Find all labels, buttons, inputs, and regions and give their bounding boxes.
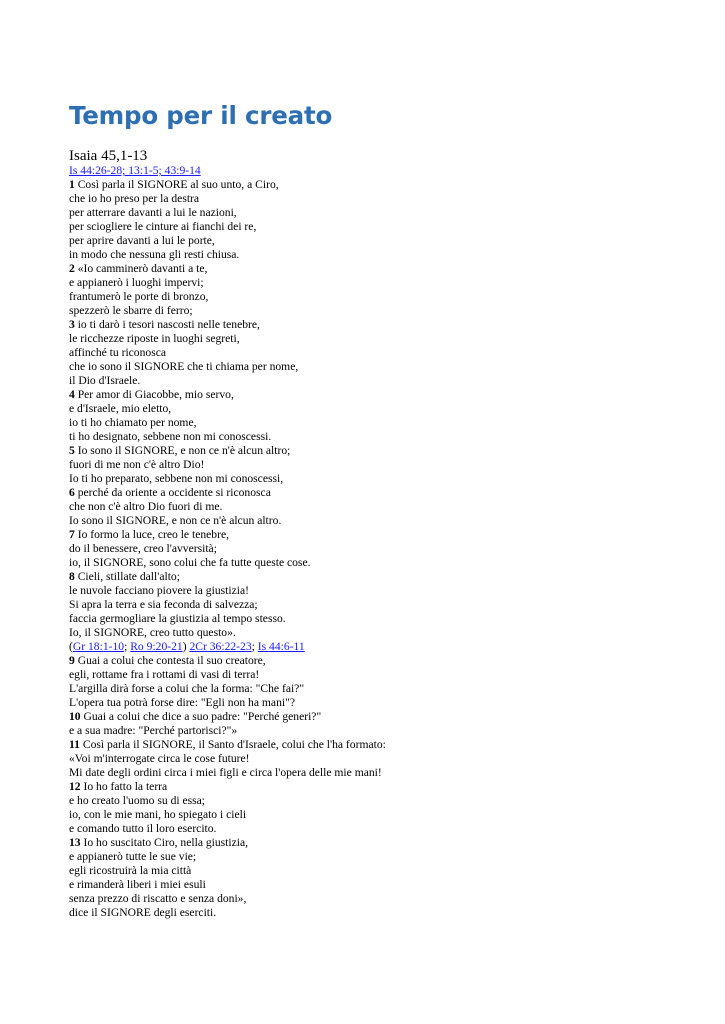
cross-reference-link[interactable]: Ro 9:20-21 xyxy=(130,640,183,653)
verse-line xyxy=(69,864,709,878)
verse-line xyxy=(69,276,709,290)
verse-text: le nuvole facciano piovere la giustizia! xyxy=(69,584,249,597)
verse-text: frantumerò le porte di bronzo, xyxy=(69,290,209,303)
verse-line xyxy=(69,878,709,892)
verse-text: Per amor di Giacobbe, mio servo, xyxy=(77,388,234,401)
separator: ; xyxy=(251,640,258,653)
verse-line xyxy=(69,290,709,304)
verse-line xyxy=(69,304,709,318)
verse-text: Guai a colui che dice a suo padre: "Perché generi?" xyxy=(83,710,322,723)
verse-text: affinché tu riconosca xyxy=(69,346,167,359)
verse-text: Guai a colui che contesta il suo creatore, xyxy=(77,654,266,667)
verse-text: ti ho designato, sebbene non mi conoscessi. xyxy=(69,430,272,443)
verse-text: Io ti ho preparato, sebbene non mi conoscessi, xyxy=(69,472,284,485)
verse-number: 12 xyxy=(69,780,81,793)
verse-block xyxy=(69,178,709,640)
verse-line xyxy=(69,458,709,472)
verse-line xyxy=(69,850,709,864)
verse-line xyxy=(69,906,709,920)
verse-text: in modo che nessuna gli resti chiusa. xyxy=(69,248,240,261)
verse-text: faccia germogliare la giustizia al tempo stesso. xyxy=(69,612,286,625)
passage-body xyxy=(69,164,709,920)
verse-line xyxy=(69,360,709,374)
document-page xyxy=(69,97,709,920)
verse-text: Così parla il SIGNORE, il Santo d'Israele, colui che l'ha formato: xyxy=(82,738,386,751)
cross-reference-line xyxy=(69,640,709,654)
verse-line xyxy=(69,220,709,234)
verse-line xyxy=(69,836,709,850)
verse-line xyxy=(69,192,709,206)
verse-line xyxy=(69,514,709,528)
verse-text: Io formo la luce, creo le tenebre, xyxy=(77,528,229,541)
verse-number: 13 xyxy=(69,836,81,849)
verse-text: perché da oriente a occidente si riconosca xyxy=(77,486,271,499)
verse-line xyxy=(69,598,709,612)
verse-text: e rimanderà liberi i miei esuli xyxy=(69,878,206,891)
verse-text: Io, il SIGNORE, creo tutto questo». xyxy=(69,626,236,639)
verse-line xyxy=(69,500,709,514)
verse-line xyxy=(69,584,709,598)
verse-line xyxy=(69,430,709,444)
verse-text: Cieli, stillate dall'alto; xyxy=(77,570,180,583)
verse-number: 8 xyxy=(69,570,75,583)
verse-text: per aprire davanti a lui le porte, xyxy=(69,234,215,247)
verse-line xyxy=(69,752,709,766)
verse-text: il Dio d'Israele. xyxy=(69,374,141,387)
verse-line xyxy=(69,374,709,388)
verse-number: 9 xyxy=(69,654,75,667)
verse-text: e appianerò i luoghi impervi; xyxy=(69,276,204,289)
verse-line xyxy=(69,486,709,500)
verse-line xyxy=(69,570,709,584)
verse-text: e ho creato l'uomo su di essa; xyxy=(69,794,206,807)
verse-text: Io sono il SIGNORE, e non ce n'è alcun altro; xyxy=(77,444,291,457)
verse-line xyxy=(69,654,709,668)
verse-line xyxy=(69,696,709,710)
verse-line xyxy=(69,444,709,458)
verse-text: dice il SIGNORE degli eserciti. xyxy=(69,906,217,919)
verse-line xyxy=(69,780,709,794)
verse-text: e comando tutto il loro esercito. xyxy=(69,822,217,835)
cross-reference-link[interactable]: Is 44:26-28; 13:1-5; 43:9-14 xyxy=(69,164,201,177)
verse-line xyxy=(69,332,709,346)
passage-reference: Isaia 45,1-13 xyxy=(69,148,148,164)
verse-text: io ti ho chiamato per nome, xyxy=(69,416,197,429)
verse-line xyxy=(69,206,709,220)
verse-line xyxy=(69,416,709,430)
verse-text: do il benessere, creo l'avversità; xyxy=(69,542,217,555)
verse-line xyxy=(69,766,709,780)
verse-number: 3 xyxy=(69,318,75,331)
verse-line xyxy=(69,318,709,332)
verse-line xyxy=(69,626,709,640)
verse-text: Io ho suscitato Ciro, nella giustizia, xyxy=(83,836,249,849)
verse-text: «Io camminerò davanti a te, xyxy=(77,262,208,275)
verse-line xyxy=(69,262,709,276)
verse-text: per atterrare davanti a lui le nazioni, xyxy=(69,206,237,219)
verse-number: 6 xyxy=(69,486,75,499)
verse-line xyxy=(69,402,709,416)
verse-number: 7 xyxy=(69,528,75,541)
verse-text: L'opera tua potrà forse dire: "Egli non ha mani"? xyxy=(69,696,295,709)
verse-line xyxy=(69,668,709,682)
verse-line xyxy=(69,612,709,626)
verse-text: «Voi m'interrogate circa le cose future! xyxy=(69,752,250,765)
verse-text: io ti darò i tesori nascosti nelle tenebre, xyxy=(77,318,260,331)
verse-text: egli, rottame fra i rottami di vasi di terra! xyxy=(69,668,260,681)
page-title: Tempo per il creato xyxy=(69,101,333,130)
verse-block xyxy=(69,654,709,920)
verse-line xyxy=(69,248,709,262)
cross-reference-line xyxy=(69,164,709,178)
verse-text: che non c'è altro Dio fuori di me. xyxy=(69,500,223,513)
verse-line xyxy=(69,556,709,570)
verse-line xyxy=(69,724,709,738)
verse-text: Mi date degli ordini circa i miei figli e circa l'opera delle mie mani! xyxy=(69,766,382,779)
separator: ) xyxy=(182,640,190,653)
verse-text: L'argilla dirà forse a colui che la forma: "Che fai?" xyxy=(69,682,305,695)
verse-text: e appianerò tutte le sue vie; xyxy=(69,850,197,863)
verse-text: e a sua madre: "Perché partorisci?"» xyxy=(69,724,238,737)
verse-line xyxy=(69,542,709,556)
verse-line xyxy=(69,794,709,808)
verse-line xyxy=(69,528,709,542)
verse-text: io, con le mie mani, ho spiegato i cieli xyxy=(69,808,247,821)
verse-text: per sciogliere le cinture ai fianchi dei re, xyxy=(69,220,257,233)
verse-text: spezzerò le sbarre di ferro; xyxy=(69,304,193,317)
cross-reference-link[interactable]: Gr 18:1-10 xyxy=(72,640,125,653)
verse-number: 5 xyxy=(69,444,75,457)
verse-line xyxy=(69,234,709,248)
paren-open: ( xyxy=(69,640,73,653)
verse-text: Io ho fatto la terra xyxy=(83,780,168,793)
verse-line xyxy=(69,682,709,696)
verse-text: Io sono il SIGNORE, e non ce n'è alcun altro. xyxy=(69,514,282,527)
cross-reference-link[interactable]: Is 44:6-11 xyxy=(257,640,305,653)
verse-number: 11 xyxy=(69,738,80,751)
verse-line xyxy=(69,892,709,906)
verse-number: 4 xyxy=(69,388,75,401)
verse-text: che io ho preso per la destra xyxy=(69,192,200,205)
verse-line xyxy=(69,388,709,402)
verse-number: 2 xyxy=(69,262,75,275)
verse-text: io, il SIGNORE, sono colui che fa tutte queste cose. xyxy=(69,556,311,569)
verse-text: egli ricostruirà la mia città xyxy=(69,864,192,877)
separator: ; xyxy=(124,640,131,653)
verse-text: senza prezzo di riscatto e senza doni», xyxy=(69,892,247,905)
verse-line xyxy=(69,808,709,822)
verse-text: che io sono il SIGNORE che ti chiama per nome, xyxy=(69,360,299,373)
verse-number: 10 xyxy=(69,710,81,723)
verse-line xyxy=(69,822,709,836)
verse-text: fuori di me non c'è altro Dio! xyxy=(69,458,205,471)
verse-line xyxy=(69,178,709,192)
verse-number: 1 xyxy=(69,178,75,191)
verse-line xyxy=(69,710,709,724)
verse-text: Così parla il SIGNORE al suo unto, a Ciro, xyxy=(77,178,279,191)
verse-text: Si apra la terra e sia feconda di salvezza; xyxy=(69,598,258,611)
verse-line xyxy=(69,472,709,486)
verse-line xyxy=(69,346,709,360)
verse-text: le ricchezze riposte in luoghi segreti, xyxy=(69,332,240,345)
verse-line xyxy=(69,738,709,752)
cross-reference-link[interactable]: 2Cr 36:22-23 xyxy=(189,640,252,653)
verse-text: e d'Israele, mio eletto, xyxy=(69,402,172,415)
